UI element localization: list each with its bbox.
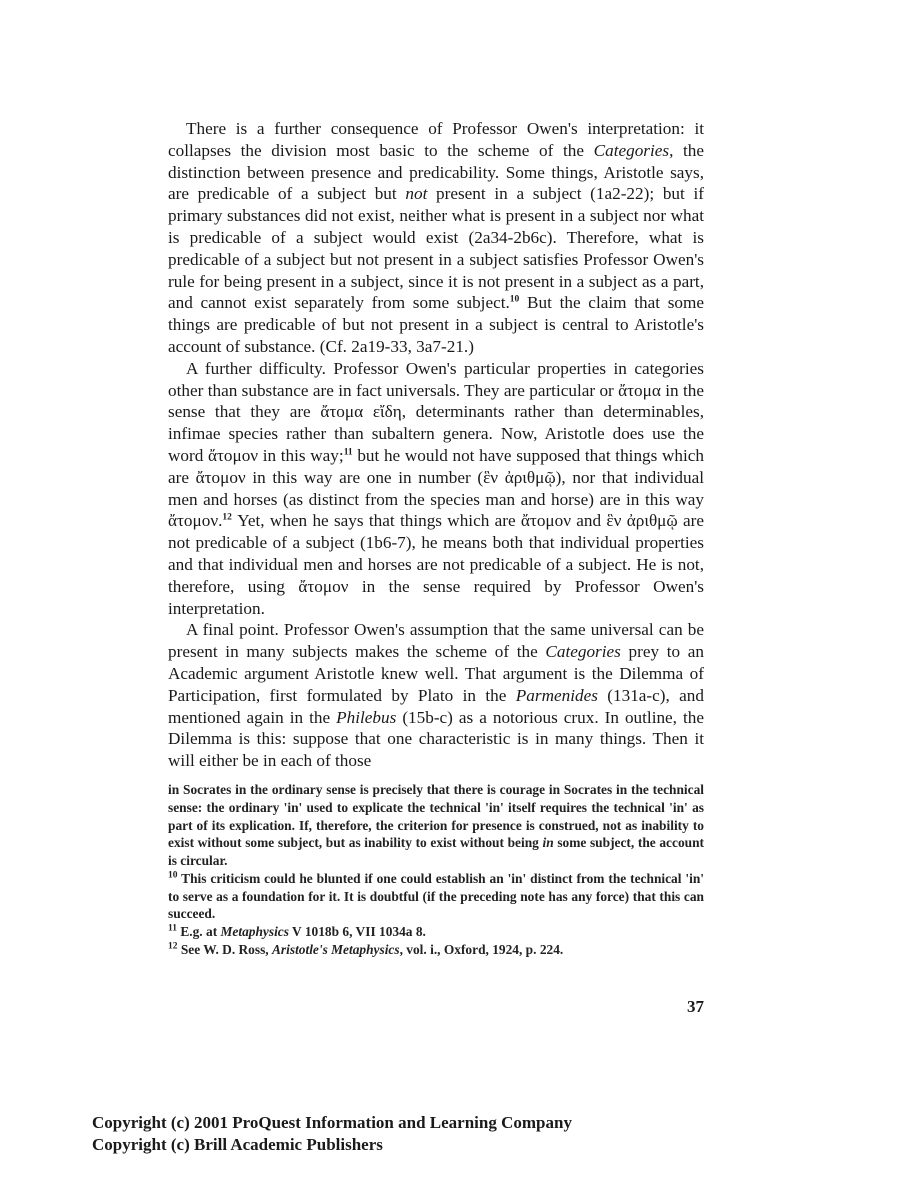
text-run: V 1018b 6, VII 1034a 8. <box>288 924 426 940</box>
text-run: (131a-c), and mentioned again in the <box>168 685 704 727</box>
italic-text: in <box>542 835 554 851</box>
italic-text: Metaphysics <box>220 924 289 940</box>
italic-text: Aristotle's Metaphysics <box>272 942 400 958</box>
footnote-continuation <box>168 781 704 870</box>
text-run: A final point. Professor Owen's assumption that the same universal can be present in many subjects makes the scheme of the <box>168 620 704 662</box>
footnote-marker: 11 <box>343 447 353 458</box>
footnote-marker: 12 <box>222 512 232 523</box>
copyright-line-2: Copyright (c) Brill Academic Publishers <box>92 1135 383 1154</box>
main-text <box>168 118 704 772</box>
footnote-11 <box>168 923 704 941</box>
footnote-marker: 12 <box>168 941 178 952</box>
text-run: present in a subject (1a2-22); but if primary substances did not exist, neither what is present in a subject nor what is predicable of a subject would exist (2a34-2b6c). Therefore, what is predicable of a subject but not present in a subject satisfies Professor Owen's rule for being present in a subject, since it is not present in a subject as a part, and cannot exist separately from some subject. <box>168 184 704 313</box>
italic-text: Categories <box>545 642 621 662</box>
footnotes <box>168 781 704 959</box>
text-run: A further difficulty. Professor Owen's particular properties in categories other than substance are in fact universals. They are particular or ἄτομα in the sense that they are ἄτομα εἴδη, determinants rather than determinables, infimae species rather than subaltern genera. Now, Aristotle does use the word ἄτομον in this way; <box>168 358 704 465</box>
page-body <box>168 118 704 959</box>
text-run: E.g. at <box>176 924 221 940</box>
italic-text: not <box>405 184 428 204</box>
footnote-marker: 11 <box>168 923 177 934</box>
paragraph <box>168 118 704 358</box>
text-run: But the claim that some things are predicable of but not present in a subject is central to Aristotle's account of substance. (Cf. 2a19-33, 3a7-21.) <box>168 293 704 356</box>
copyright-line-1: Copyright (c) 2001 ProQuest Information and Learning Company <box>92 1113 572 1132</box>
text-run: This criticism could he blunted if one could establish an 'in' distinct from the technical 'in' to serve as a foundation for it. It is doubtful (if the preceding note has any force) that this can succeed. <box>168 870 704 922</box>
italic-text: Categories <box>593 140 670 160</box>
footnote-marker: 10 <box>509 294 520 305</box>
italic-text: Philebus <box>336 707 397 727</box>
footnote-10 <box>168 870 704 923</box>
paragraph <box>168 619 704 772</box>
text-run: in Socrates in the ordinary sense is precisely that there is courage in Socrates in the technical sense: the ordinary 'in' used to explicate the technical 'in' itself requires the technical 'in' as part of its explication. If, therefore, the criterion for presence is construed, not as inability to exist without some subject, but as inability to exist without being <box>168 781 704 851</box>
page-number: 37 <box>687 997 704 1016</box>
text-run: some subject, the account is circular. <box>168 835 704 869</box>
text-run: There is a further consequence of Professor Owen's interpretation: it collapses the division most basic to the scheme of the <box>168 119 704 160</box>
text-run: (15b-c) as a notorious crux. In outline, the Dilemma is this: suppose that one characteristic is in many things. Then it will either be in each of those <box>168 707 704 771</box>
text-run: but he would not have supposed that things which are ἄτομον in this way are one in number (ἓν ἀριθμῷ), nor that individual men and horses (as distinct from the species man and horse) are in this way ἄτομον. <box>168 445 704 531</box>
footnote-marker: 10 <box>168 870 178 881</box>
text-run: prey to an Academic argument Aristotle knew well. That argument is the Dilemma of Participation, first formulated by Plato in the <box>168 642 704 705</box>
text-run: , the distinction between presence and predicability. Some things, Aristotle says, are predicable of a subject but <box>168 140 705 204</box>
copyright-notice <box>92 1112 572 1156</box>
italic-text: Parmenides <box>515 685 598 705</box>
text-run: Yet, when he says that things which are ἄτομον and ἓν ἀριθμῷ are not predicable of a subject (1b6-7), he means both that individual properties and that individual men and horses are not predicable of a subject. He is not, therefore, using ἄτομον in the sense required by Professor Owen's interpretation. <box>168 511 704 618</box>
text-run: See W. D. Ross, <box>177 942 272 958</box>
text-run: , vol. i., Oxford, 1924, p. 224. <box>399 942 564 958</box>
paragraph <box>168 358 704 620</box>
footnote-12 <box>168 941 704 959</box>
